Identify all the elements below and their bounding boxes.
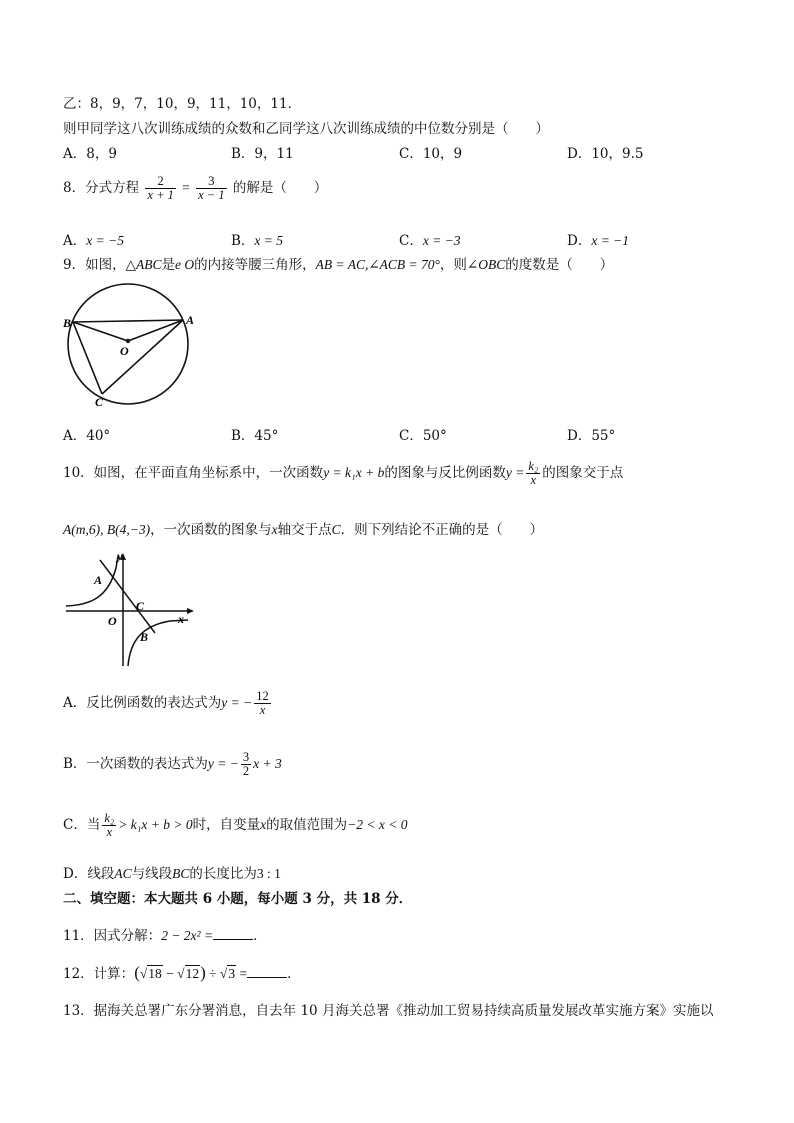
q11-stem: 11．因式分解：2 − 2x² = ．: [63, 928, 267, 944]
q9-option-b: B．45°: [231, 428, 279, 444]
hyperbola-left-branch: [66, 556, 118, 606]
q8-suffix: 的解是（ ）: [232, 180, 328, 197]
q10-opt-a-fraction: $\frac{12}{x}$: [256, 689, 269, 718]
q8-option-d: D．x = −1: [567, 233, 630, 249]
q8-option-c: C．x = −3: [399, 233, 461, 249]
q11-answer-blank[interactable]: [213, 927, 253, 940]
q7-yi-data: 乙：8，9，7，10，9，11，10，11．: [63, 96, 302, 112]
q8-lhs-num: 2: [145, 175, 175, 189]
q10-stem-line1: 10．如图，在平面直角坐标系中，一次函数y = k₁x + b的图象与反比例函数y = $\frac{\text{k₂}}{x}$ 的图象交于点: [63, 459, 624, 488]
label-o: O: [120, 344, 129, 358]
label-c: C: [136, 599, 145, 613]
label-c: C: [95, 395, 104, 409]
hyperbola-right-branch: [128, 620, 188, 666]
q12-answer-blank[interactable]: [247, 965, 287, 978]
label-o: O: [108, 614, 117, 628]
q8-rhs-den: x − 1: [198, 188, 225, 203]
q10-opt-b-fraction: $\frac{3}{2}$: [242, 750, 250, 779]
q10-stem-line2: A(m,6), B(4,−3)，一次函数的图象与x轴交于点C．则下列结论不正确的是（ ）: [63, 522, 544, 538]
q8-prefix: 8．分式方程: [63, 180, 140, 197]
segment-ao: [128, 320, 183, 341]
q7-option-d: D．10，9.5: [567, 146, 644, 162]
point-o: [126, 339, 130, 343]
label-b: B: [63, 316, 72, 330]
segment-ac: [102, 320, 183, 394]
q10-coordinate-figure: [60, 548, 200, 670]
q10-option-b: B．一次函数的表达式为y = − $\frac{3}{2}$ x + 3: [63, 750, 282, 779]
q8-rhs-num: 3: [196, 175, 226, 189]
q8-lhs-fraction: [145, 175, 175, 202]
q9-circle-figure: [58, 280, 203, 415]
q10-k2-fraction: $\frac{\text{k₂}}{x}$: [528, 459, 539, 488]
q9-option-a: A．40°: [63, 428, 111, 444]
label-a: A: [94, 573, 103, 587]
segment-bc: [73, 322, 102, 394]
q8-rhs-fraction: [196, 175, 226, 202]
q9-stem: 9．如图，△ABC是e O的内接等腰三角形，AB = AC,∠ACB = 70°，则∠OBC的度数是（ ）: [63, 257, 614, 273]
label-b: B: [140, 630, 149, 644]
x-axis-arrow-icon: [187, 608, 194, 614]
label-a: A: [186, 313, 195, 327]
q10-option-d: D．线段AC与线段BC的长度比为3 : 1: [63, 866, 281, 882]
label-x: x: [178, 612, 184, 626]
q10-opt-c-fraction: $\frac{\text{k₂}}{x}$: [104, 811, 115, 840]
q8-lhs-den: x + 1: [147, 188, 174, 203]
segment-bo: [73, 322, 128, 341]
q10-option-c: C．当 $\frac{\text{k₂}}{x}$ > k₁x + b > 0时，自变量x的取值范围为−2 < x < 0: [63, 811, 408, 840]
q7-option-c: C．10，9: [399, 146, 463, 162]
q9-option-c: C．50°: [399, 428, 447, 444]
section-2-title: 二、填空题：本大题共 6 小题，每小题 3 分，共 18 分．: [63, 891, 413, 907]
q12-stem: 12．计算：(√18 − √12) ÷ √3 = ．: [63, 963, 301, 982]
segment-ba: [73, 320, 183, 322]
label-y: y: [117, 549, 123, 563]
q8-option-a: A．x = −5: [63, 233, 124, 249]
q10-option-a: A．反比例函数的表达式为y = − $\frac{12}{x}$: [63, 689, 269, 718]
q13-stem: 13．据海关总署广东分署消息，自去年 10 月海关总署《推动加工贸易持续高质量发展改革实施方案》实施以: [63, 1003, 714, 1019]
q7-option-b: B．9，11: [231, 146, 294, 162]
q7-stem: 则甲同学这八次训练成绩的众数和乙同学这八次训练成绩的中位数分别是（ ）: [63, 121, 549, 137]
q8-stem: 8．分式方程 $\frac{2}{x + 1}$ = $\frac{3}{x - 1}$ 的解是（ ）: [63, 174, 328, 203]
q7-option-a: A．8，9: [63, 146, 117, 162]
q9-option-d: D．55°: [567, 428, 616, 444]
q8-option-b: B．x = 5: [231, 233, 284, 249]
